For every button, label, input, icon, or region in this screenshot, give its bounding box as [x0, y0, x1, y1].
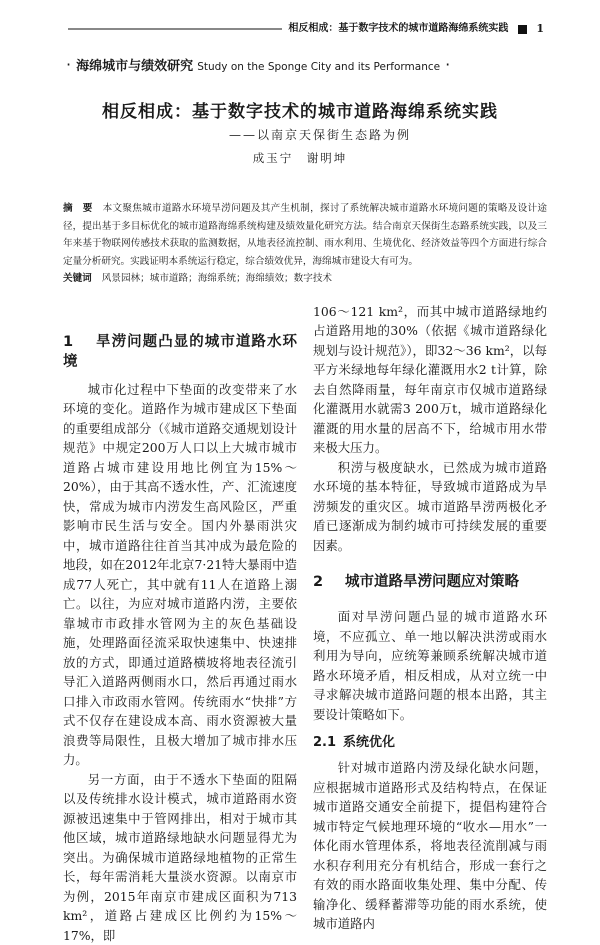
left-column: [63, 302, 297, 945]
section-banner-en: Study on the Sponge City and its Performance: [197, 61, 441, 73]
paragraph: 面对旱涝问题凸显的城市道路水环境，不应孤立、单一地以解决洪涝或雨水利用为导向，应统筹兼顾系统解决城市道路水环境矛盾，相反相成，从对立统一中寻求解决城市道路问题的根本出路，其主要设计策略如下。: [313, 609, 547, 722]
abstract-block: [63, 200, 547, 288]
section-title: 旱涝问题凸显的城市道路水环境: [63, 333, 297, 370]
page-number: 1: [536, 22, 544, 35]
subsection-title: 系统优化: [343, 735, 396, 751]
article-authors: 成玉宁 谢明坤: [252, 151, 348, 165]
article-subtitle: ——以南京天保街生态路为例: [228, 128, 411, 142]
abstract-label: 摘 要: [63, 203, 93, 214]
article-body: [63, 200, 547, 945]
bullet-dot: ·: [440, 55, 451, 74]
paragraph: 积涝与极度缺水，已然成为城市道路水环境的基本特征，导致城市道路成为旱涝频发的重灾区。城市道路旱涝两极化矛盾已逐渐成为制约城市可持续发展的重要因素。: [313, 459, 547, 553]
running-header: 相反相成：基于数字技术的城市道路海绵系统实践: [288, 23, 509, 34]
section-banner-cn: 海绵城市与绩效研究: [76, 59, 194, 74]
paragraph: 另一方面，由于不透水下垫面的阻隔以及传统排水设计模式，城市道路雨水资源被迅速集中于管网排出，相对于城市其他区域，城市道路绿地缺水问题显得尤为突出。为确保城市道路绿地植物的正常生长，每年需消耗大量淡水资源。以南京市为例，2015年南京市建成区面积为713 km²，道路占建成区比例约为15%～17%，即: [63, 771, 297, 943]
section-number: 1: [63, 333, 74, 350]
bullet-dot: ·: [66, 55, 77, 74]
subsection-number: 2.1: [313, 735, 337, 751]
article-title: 相反相成：基于数字技术的城市道路海绵系统实践: [102, 102, 498, 122]
paragraph: 城市化过程中下垫面的改变带来了水环境的变化。道路作为城市建成区下垫面的重要组成部分（《城市道路交通规划设计规范》中规定200万人口以上大城市城市道路占城市建设用地比例宜为15%～20%），由于其高不透水性，产、汇流速度快，常成为城市内涝发生高风险区，严重影响市民生活与安全。国内外暴雨洪灾中，城市道路往往首当其冲成为最危险的地段，如在2012年北京7·21特大暴雨中造成77人死亡，其中就有11人在道路上溺亡。以往，为应对城市道路内涝，主要依靠城市市政排水管网为主的灰色基础设施，处理路面径流采取快速集中、快速排放的方式，即通过道路横坡将地表径流引导汇入道路两侧雨水口，然后再通过雨水口排入市政雨水管网。传统雨水“快排”方式不仅存在建设成本高、雨水资源被大量浪费等局限性，且极大增加了城市排水压力。: [63, 381, 297, 768]
section-2-heading: [313, 572, 547, 592]
running-header-bar: [68, 22, 544, 36]
keywords: [63, 270, 547, 288]
keywords-text: 风景园林；城市道路；海绵系统；海绵绩效；数字技术: [101, 273, 333, 285]
keywords-label: 关键词: [63, 273, 92, 285]
section-number: 2: [313, 574, 324, 591]
subsection-2-1-heading: [313, 734, 547, 752]
paragraph: 106～121 km²，而其中城市道路绿地约占道路用地的30%（依据《城市道路绿化规划与设计规范》），即32～36 km²，以每平方米绿地每年绿化灌溉用水2 t计算，除去自然降雨量，每年南京市仅城市道路绿化灌溉用水就需3 200万t，城市道路绿化灌溉的用水量的居高不下，给城市用水带来极大压力。: [313, 303, 547, 456]
section-banner: [66, 55, 450, 74]
right-column: [313, 302, 547, 934]
abstract: [63, 200, 547, 270]
section-1-heading: [63, 332, 297, 372]
paragraph: 针对城市道路内涝及绿化缺水问题，应根据城市道路形式及结构特点，在保证城市道路交通安全前提下，提倡构建符合城市特定气候地理环境的“收水—用水”一体化雨水管理体系，将地表径流削减与雨水积存利用充分有机结合，形成一套行之有效的雨水路面收集处理、集中分配、传输净化、缓释蓄滞等功能的雨水系统，使城市道路内: [313, 760, 547, 932]
header-rule: [68, 28, 282, 30]
header-square-mark: [518, 25, 527, 34]
section-title: 城市道路旱涝问题应对策略: [345, 574, 519, 591]
abstract-text: 本文聚焦城市道路水环境旱涝问题及其产生机制，探讨了系统解决城市道路水环境问题的策略及设计途径，提出基于多目标优化的城市道路海绵系统构建及绩效量化研究方法。结合南京天保街生态路系统实践，以及三年来基于物联网传感技术获取的监测数据，从地表径流控制、雨水利用、生境优化、经济效益等四个方面进行综合定量分析研究。实践证明本系统运行稳定，综合绩效优异，海绵城市建设大有可为。: [63, 203, 548, 267]
two-column-body: [63, 302, 547, 945]
